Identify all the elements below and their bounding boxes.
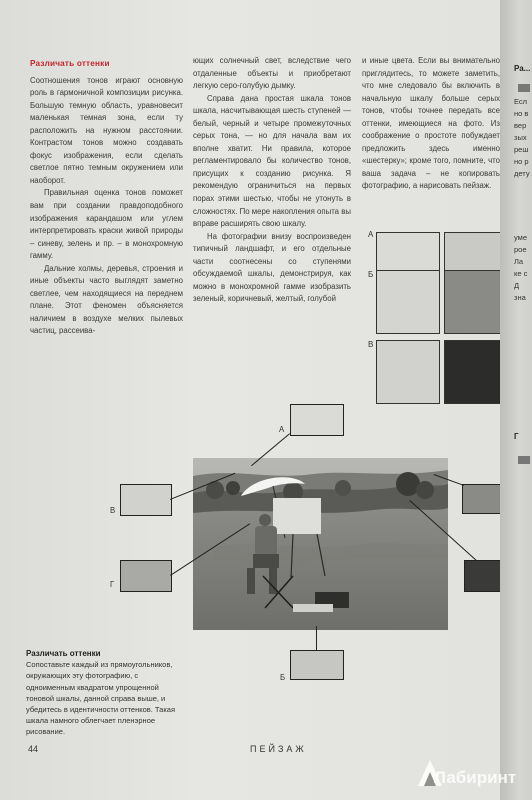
next-page-line: вер [514, 121, 527, 130]
tone-swatch-b [376, 270, 440, 334]
watermark-text: Лабиринт [434, 768, 517, 787]
next-page-line: рое [514, 245, 527, 254]
next-page-swatch [518, 456, 530, 464]
callout-box-b [290, 650, 344, 680]
next-page-heading: Ра... [514, 64, 531, 73]
callout-box-v [120, 484, 172, 516]
text-column-left [30, 58, 183, 338]
callout-label-b: Б [280, 673, 286, 682]
paragraph: Дальние холмы, деревья, строения и иные объекты часто выглядят заметно светлее, чем находящиеся на переднем плане. Этот феномен объясняется наличием в воздухе мелких пылевых частиц, рассеива- [30, 263, 183, 336]
caption-body: Сопоставьте каждый из прямоугольников, окружающих эту фотографию, с одноименным квадратом упрощенной тоновой шкалы, данной справа выше, и убедитесь в идентичности оттенков. Такая шкала намного облегчает пленэрное рисование. [26, 660, 176, 737]
next-page-line: Ла [514, 257, 524, 266]
running-head: ПЕЙЗАЖ [250, 744, 307, 754]
next-page-line: но в [514, 109, 529, 118]
next-page-line: зна [514, 293, 526, 302]
leader-line [316, 626, 317, 650]
next-page-line: дету [514, 169, 530, 178]
next-page-line: Д [514, 281, 520, 290]
text-column-middle [193, 55, 351, 306]
callout-label-a: А [279, 425, 285, 434]
paragraph: и иные цвета. Если вы внимательно приглядитесь, то можете заметить, что мне следовало бы включить в начальную шкалу больше серых тонов, чтобы точнее передать все оттенки, имеющиеся на фото. Из соображение о простоте побуждает предложить здесь именно «шестерку»; кроме того, помните, что ваша задача – не копировать фотографию, а нарисовать пейзаж. [362, 56, 500, 191]
callout-label-v: В [110, 506, 116, 515]
scale-label-a: А [368, 230, 374, 239]
scale-label-b: Б [368, 270, 374, 279]
next-page-line: реш [514, 145, 529, 154]
figure-caption [26, 648, 176, 738]
callout-box-a [290, 404, 344, 436]
next-page-heading: Г [514, 432, 519, 441]
callout-box-g [120, 560, 172, 592]
next-page-line: ке с [514, 269, 528, 278]
section-heading: Различать оттенки [30, 59, 110, 68]
callout-label-g: Г [110, 580, 115, 589]
tone-swatch-d [444, 270, 502, 334]
page-number: 44 [28, 744, 39, 754]
paragraph: Соотношения тонов играют основную роль в гармоничной композиции рисунка. Большую темную область, уравновесит маленькая темная зона, если ту расположить на нужном расстоянии. Контрастом тонов можно создавать фокус изображения, если сделать светлое пятно темным окружением или наоборот. [30, 75, 183, 185]
paragraph: ющих солнечный свет, вследствие чего отдаленные объекты и приобретают легкую серо-голубую дымку. [193, 56, 351, 91]
caption-title: Различать оттенки [26, 649, 101, 658]
text-column-right [362, 55, 500, 193]
next-page-line: но р [514, 157, 529, 166]
paragraph: Справа дана простая шкала тонов шкала, насчитывающая шесть ступеней — белый, черный и четыре промежуточных серых тона, — но для начала вам их вполне хватит. Ни правила, которое регламентировало бы количество тонов, присущих к созданию рисунка. Я рекомендую ограничиться на первых порах этими шестью, чтобы не утонуть в сложностях. По мере накопления опыта вы вправе расширять свою шкалу. [193, 93, 351, 229]
tone-swatch-e [444, 340, 502, 404]
next-page-swatch [518, 84, 530, 92]
landscape-photo [193, 458, 448, 630]
scale-label-v: В [368, 340, 374, 349]
tone-swatch-v [376, 340, 440, 404]
next-page-line: Есл [514, 97, 528, 106]
next-page-line: зых [514, 133, 527, 142]
next-page-line: уме [514, 233, 527, 242]
paragraph: Правильная оценка тонов поможет вам при создании правдоподобного изображения карандашом или углем интерпретировать краски живой природы – синеву, зелень и пр. – в монохромную гамму. [30, 188, 183, 261]
paragraph: На фотографии внизу воспроизведен типичный ландшафт, и его отдельные части соотнесены со ступенями обсуждаемой шкалы, демонстрируя, как можно в монохромной гамме изобразить зеленый, коричневый, желтый, голубой [193, 231, 351, 304]
book-page-right-edge [500, 0, 532, 800]
